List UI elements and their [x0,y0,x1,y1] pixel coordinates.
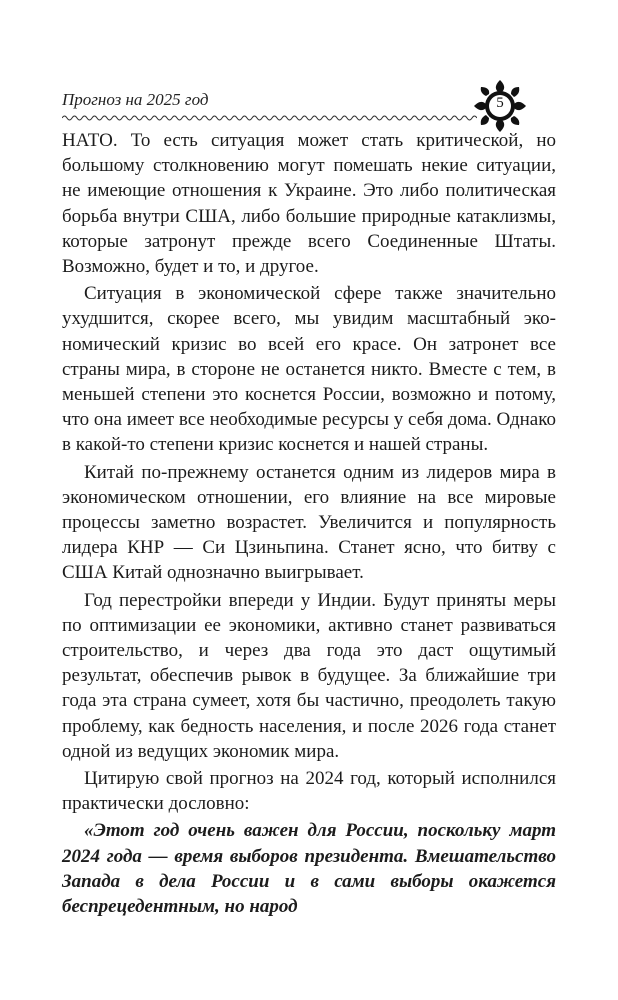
paragraph: Год перестройки впереди у Индии. Будут приняты меры по оптимизации ее экономики, активно станет развиваться строительство, и через два года это даст ощутимый результат, обеспечив рывок в будущее. За ближайшие три года эта страна сумеет, хотя бы частично, преодолеть такую проблему, как бедность населения, и после 2026 года станет одной из ведущих экономик мира. [62,589,556,762]
running-title: Прогноз на 2025 год [62,90,209,109]
page-number-emblem [470,76,530,136]
quote-paragraph: «Этот год очень важен для России, поскольку март 2024 года — время выборов президента. Вмешательство Запада в дела России и в сами выборы окажется беспрецедентным, но народ [62,820,556,918]
page-body [62,128,556,921]
page-number: 5 [496,95,504,111]
paragraph: Ситуация в экономической сфере также значительно ухудшится, скорее всего, мы увидим масштабный экономический кризис во всей его красе. Он затронет все страны мира, в стороне не останется никто. Вместе с тем, в меньшей степени это коснется России, возможно и потому, что она имеет все необходимые ресурсы у себя дома. Однако в какой-то степени кризис коснется и нашей страны. [62,283,556,456]
paragraph: Цитирую свой прогноз на 2024 год, который исполнился практически дословно: [62,768,556,815]
wavy-rule [62,114,477,122]
paragraph: Китай по-прежнему останется одним из лидеров мира в экономическом отношении, его влияние на все мировые процессы заметно возрастет. Увеличится и популярность лидера КНР — Си Цзиньпина. Станет ясно, что битву с США Китай однозначно выигрывает. [62,461,556,584]
paragraph: НАТО. То есть ситуация может стать критической, но большому столкновению могут помешать некие ситуации, не имеющие отношения к Украине. Это либо политическая борьба внутри США, либо большие природные катаклизмы, которые затронут прежде всего Соединенные Штаты. Возможно, будет и то, и другое. [62,130,556,278]
